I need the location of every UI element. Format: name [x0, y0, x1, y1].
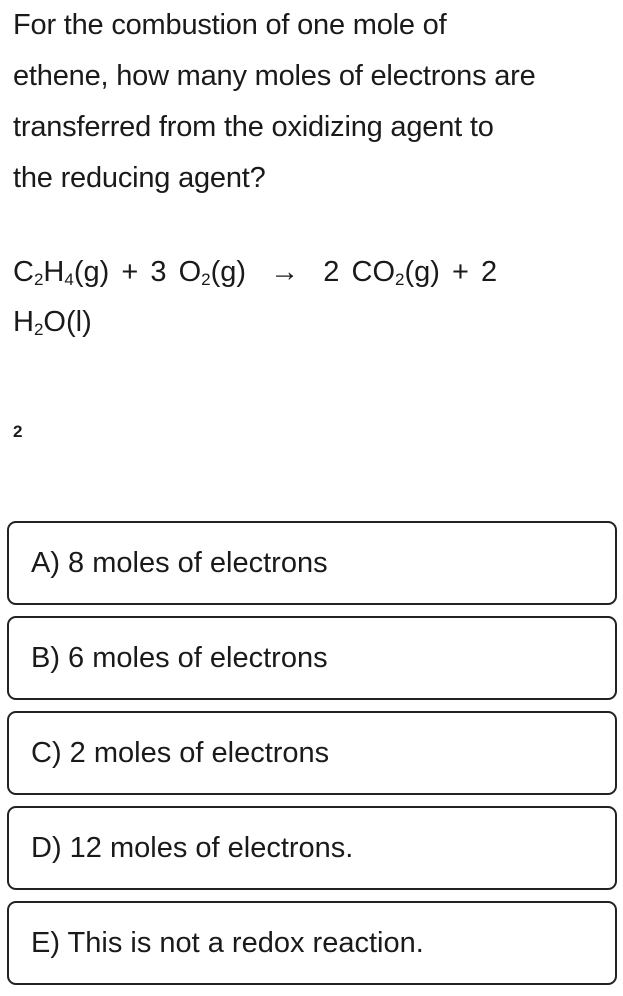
question-line: the reducing agent?	[13, 162, 266, 194]
formula-h: H	[43, 256, 65, 288]
question-text	[13, 0, 613, 204]
subscript: 2	[33, 270, 44, 289]
plus-sign: +	[451, 256, 469, 288]
question-line: transferred from the oxidizing agent to	[13, 111, 494, 143]
subscript: 2	[33, 320, 44, 339]
state-gas: (g)	[73, 256, 110, 288]
option-label: B) 6 moles of electrons	[31, 641, 328, 674]
state-gas: (g)	[210, 256, 247, 288]
coefficient: 2	[480, 256, 498, 288]
formula-o-liquid: O(l)	[43, 306, 92, 338]
formula-co: CO	[351, 256, 395, 288]
equation-line-2	[13, 297, 613, 347]
equation-line-1	[13, 247, 613, 297]
option-label: D) 12 moles of electrons.	[31, 831, 354, 864]
formula-o: O	[178, 256, 202, 288]
subscript: 2	[395, 270, 405, 289]
option-label: E) This is not a redox reaction.	[31, 926, 424, 959]
formula-h: H	[13, 306, 34, 338]
option-c-button[interactable]	[7, 711, 617, 795]
reaction-arrow: →	[270, 256, 300, 288]
formula-c: C	[13, 256, 34, 288]
option-e-button[interactable]	[7, 901, 617, 985]
chemical-equation	[13, 247, 613, 347]
option-a-button[interactable]	[7, 521, 617, 605]
option-label: C) 2 moles of electrons	[31, 736, 330, 769]
subscript: 4	[64, 270, 74, 289]
option-label: A) 8 moles of electrons	[31, 546, 328, 579]
option-b-button[interactable]	[7, 616, 617, 700]
state-gas: (g)	[404, 256, 440, 288]
stray-note: 2	[13, 422, 23, 441]
answer-options	[7, 521, 617, 996]
coefficient: 2	[323, 256, 340, 288]
plus-sign: +	[121, 256, 139, 288]
option-d-button[interactable]	[7, 806, 617, 890]
subscript: 2	[201, 270, 211, 289]
question-line: For the combustion of one mole of	[13, 9, 447, 41]
coefficient: 3	[150, 256, 167, 288]
question-line: ethene, how many moles of electrons are	[13, 60, 536, 92]
